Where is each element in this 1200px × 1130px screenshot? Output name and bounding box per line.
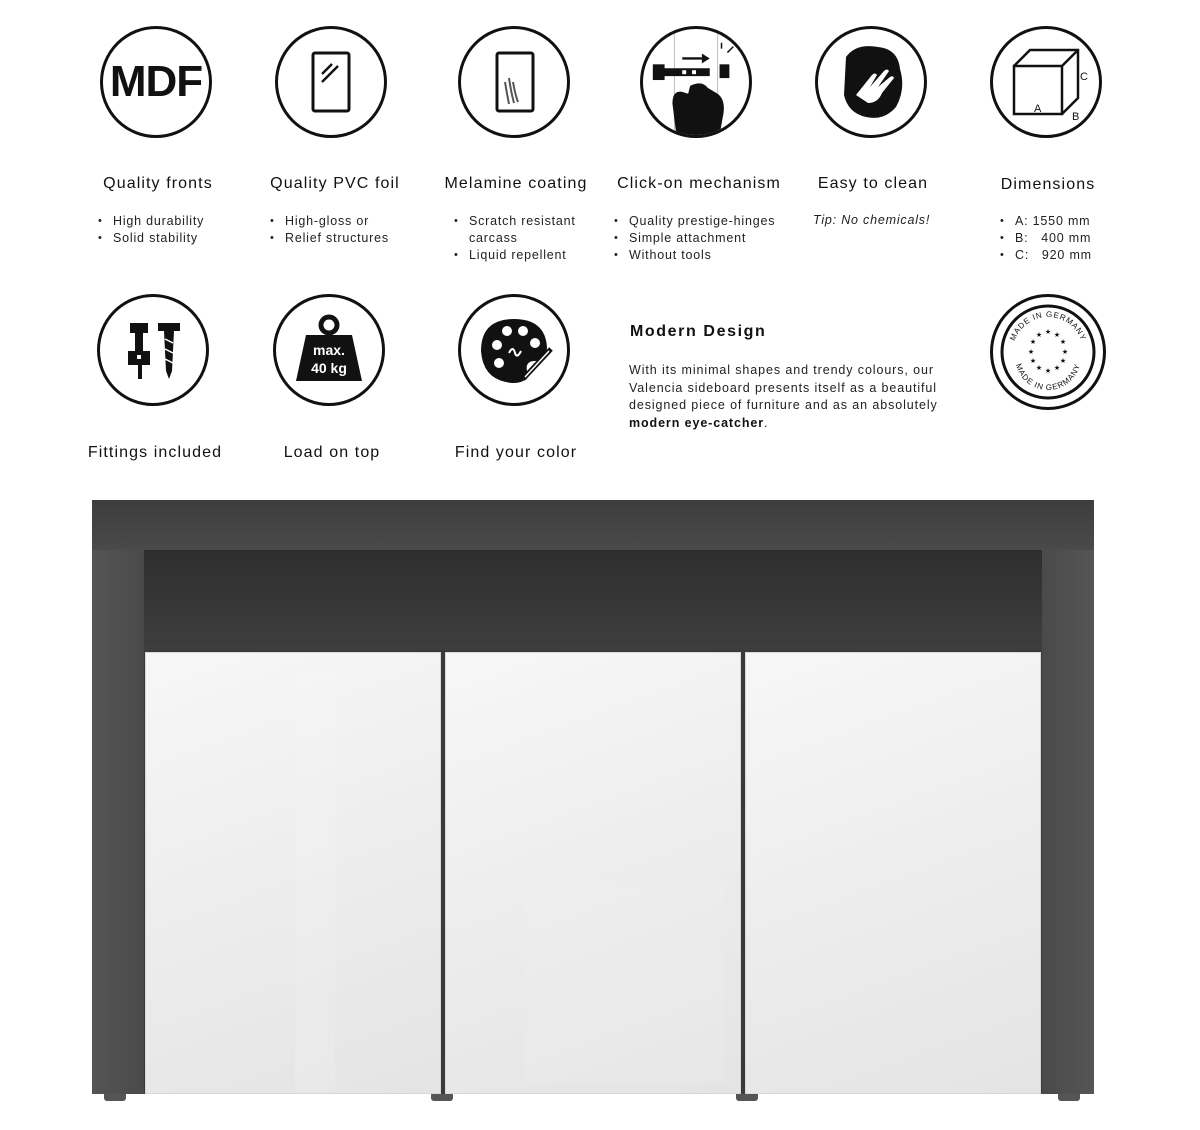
- sideboard-right-side: [1042, 550, 1094, 1094]
- click-on-bullets: [614, 213, 775, 264]
- list-item: • High-gloss or: [270, 213, 389, 230]
- svg-text:★: ★: [1029, 338, 1037, 346]
- dimensions-box-icon: [990, 26, 1102, 138]
- seal-text-bottom: MADE IN GERMANY: [1013, 362, 1083, 393]
- sideboard-door-right: [745, 652, 1041, 1094]
- sideboard-foot: [431, 1094, 453, 1101]
- sideboard-image: [92, 500, 1094, 1101]
- weight-max-label: max.: [313, 342, 345, 358]
- dimension-label-b: B: [1072, 111, 1080, 123]
- dimension-label-a: A: [1034, 103, 1042, 115]
- weight-icon: [273, 294, 385, 406]
- list-item: • Scratch resistant: [454, 213, 576, 230]
- list-item: • Without tools: [614, 247, 775, 264]
- mdf-icon: MDF: [100, 26, 212, 138]
- color-palette-icon: [458, 294, 570, 406]
- sideboard-foot: [736, 1094, 758, 1101]
- glossy-panel-icon: [275, 26, 387, 138]
- pvc-foil-bullets: [270, 213, 389, 247]
- svg-text:★: ★: [1035, 364, 1043, 372]
- list-item: • B: 400 mm: [1000, 230, 1092, 247]
- list-item: • Solid stability: [98, 230, 204, 247]
- sideboard-left-side: [92, 550, 144, 1094]
- cleaning-hand-icon: [815, 26, 927, 138]
- svg-text:★: ★: [1053, 331, 1061, 339]
- list-item: carcass: [469, 231, 518, 245]
- sideboard-foot: [104, 1094, 126, 1101]
- list-item: • Simple attachment: [614, 230, 775, 247]
- seal-text-top: MADE IN GERMANY: [1008, 309, 1088, 343]
- svg-text:★: ★: [1029, 357, 1037, 365]
- sideboard-door-left: [145, 652, 441, 1094]
- modern-design-emphasis: modern eye-catcher: [629, 415, 764, 430]
- melamine-coating-bullets: [454, 213, 576, 264]
- weight-kg-label: 40 kg: [311, 360, 347, 376]
- svg-text:★: ★: [1059, 357, 1067, 365]
- fittings-icon: [97, 294, 209, 406]
- list-item: • C: 920 mm: [1000, 247, 1092, 264]
- list-item: • A: 1550 mm: [1000, 213, 1092, 230]
- dimensions-title: Dimensions: [1000, 176, 1096, 193]
- quality-fronts-title: Quality fronts: [103, 175, 213, 192]
- pvc-foil-title: Quality PVC foil: [270, 175, 400, 192]
- svg-text:★: ★: [1044, 367, 1052, 375]
- svg-text:★: ★: [1027, 348, 1035, 356]
- find-color-title: Find your color: [454, 444, 578, 461]
- sideboard-top-panel: [92, 500, 1094, 550]
- sideboard-foot: [1058, 1094, 1080, 1101]
- quality-fronts-bullets: [98, 213, 204, 247]
- dimensions-bullets: [1000, 213, 1092, 264]
- svg-text:★: ★: [1059, 338, 1067, 346]
- svg-text:★: ★: [1044, 328, 1052, 336]
- svg-text:★: ★: [1061, 348, 1069, 356]
- list-item: • High durability: [98, 213, 204, 230]
- easy-clean-tip: Tip: No chemicals!: [813, 213, 931, 227]
- scratch-panel-icon: [458, 26, 570, 138]
- fittings-title: Fittings included: [87, 444, 223, 461]
- hinge-click-icon: [640, 26, 752, 138]
- sideboard-open-shelf: [144, 550, 1042, 650]
- made-in-germany-seal-icon: [990, 294, 1106, 410]
- list-item: • Relief structures: [270, 230, 389, 247]
- sideboard-door-middle: [445, 652, 741, 1094]
- modern-design-title: Modern Design: [630, 323, 767, 340]
- svg-text:★: ★: [1035, 331, 1043, 339]
- easy-clean-title: Easy to clean: [817, 175, 929, 192]
- dimension-label-c: C: [1080, 71, 1088, 83]
- melamine-coating-title: Melamine coating: [444, 175, 588, 192]
- click-on-title: Click-on mechanism: [617, 175, 781, 192]
- list-item: • Quality prestige-hinges: [614, 213, 775, 230]
- load-title: Load on top: [283, 444, 381, 461]
- modern-design-text: With its minimal shapes and trendy colours, our Valencia sideboard presents itself as a beautiful designed piece of furniture and as an absolutely modern eye-catcher.: [629, 363, 938, 430]
- list-item: • Liquid repellent: [454, 247, 576, 264]
- svg-text:★: ★: [1053, 364, 1061, 372]
